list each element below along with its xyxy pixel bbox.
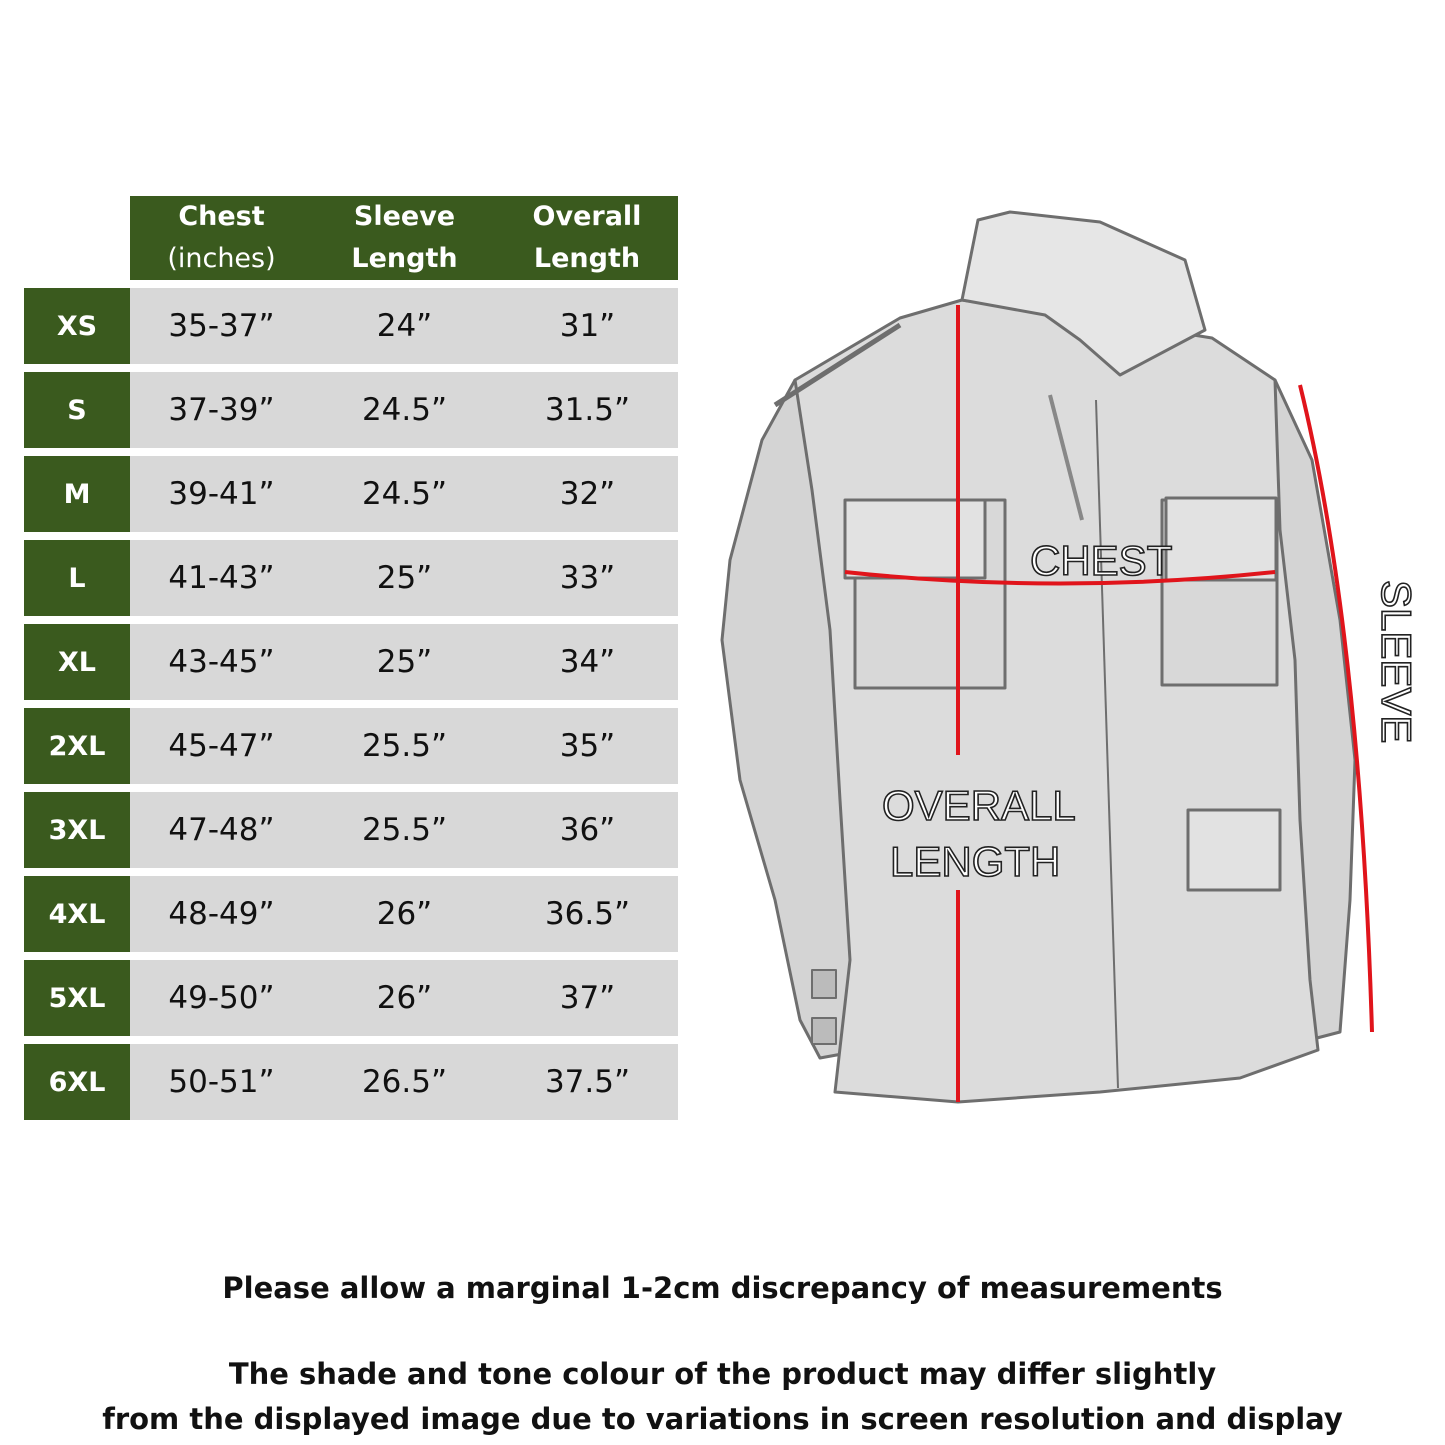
sleeve-value: 24” [376, 308, 433, 344]
header-chest-unit: (inches) [167, 243, 276, 274]
size-label: 2XL [24, 708, 130, 784]
table-row [24, 540, 678, 616]
table-row [24, 288, 678, 364]
table-row [24, 1044, 678, 1120]
overall-value: 37” [559, 980, 616, 1016]
table-row [24, 624, 678, 700]
overall-value: 34” [559, 644, 616, 680]
size-label: 3XL [24, 792, 130, 868]
size-label: S [24, 372, 130, 448]
colour-note-line1: The shade and tone colour of the product may differ slightly [228, 1357, 1217, 1391]
chest-value: 50-51” [168, 1064, 275, 1100]
header-chest-title: Chest [178, 201, 265, 232]
header-sleeve-title: Sleeve [353, 201, 456, 232]
colour-note-line2: from the displayed image due to variations in screen resolution and display [102, 1402, 1343, 1436]
overall-value: 31.5” [544, 392, 631, 428]
chest-value: 48-49” [168, 896, 275, 932]
size-label: 6XL [24, 1044, 130, 1120]
header-overall-sub: Length [533, 243, 641, 274]
overall-value: 37.5” [544, 1064, 631, 1100]
cuff-tab [812, 1018, 836, 1044]
chest-label: CHEST [1030, 537, 1173, 584]
size-label: M [24, 456, 130, 532]
chest-value: 35-37” [168, 308, 275, 344]
size-label: 4XL [24, 876, 130, 952]
overall-value: 33” [559, 560, 616, 596]
overall-value: 36.5” [544, 896, 631, 932]
jacket-illustration [722, 212, 1355, 1102]
chest-value: 43-45” [168, 644, 275, 680]
measurement-note: Please allow a marginal 1-2cm discrepancy of measurements [222, 1271, 1223, 1305]
sleeve-value: 26.5” [361, 1064, 448, 1100]
chest-value: 47-48” [168, 812, 275, 848]
sleeve-value: 26” [376, 896, 433, 932]
header-sleeve [313, 196, 496, 280]
jacket-measurement-diagram [700, 200, 1445, 1120]
sleeve-value: 25.5” [361, 728, 448, 764]
table-row [24, 792, 678, 868]
table-row [24, 372, 678, 448]
chest-value: 41-43” [168, 560, 275, 596]
sleeve-value: 25.5” [361, 812, 448, 848]
size-chart-table [24, 196, 678, 1122]
sleeve-value: 25” [376, 560, 433, 596]
upper-right-pocket-flap [1166, 498, 1276, 580]
overall-value: 35” [559, 728, 616, 764]
upper-left-pocket-flap [845, 500, 985, 578]
cuff-tab [812, 970, 836, 998]
header-overall [496, 196, 678, 280]
overall-value: 36” [559, 812, 616, 848]
overall-length-label-line1: OVERALL [882, 782, 1076, 829]
table-row [24, 876, 678, 952]
sleeve-value: 25” [376, 644, 433, 680]
table-row [24, 456, 678, 532]
sleeve-value: 24.5” [361, 476, 448, 512]
size-label: 5XL [24, 960, 130, 1036]
table-row [24, 708, 678, 784]
overall-value: 32” [559, 476, 616, 512]
lower-right-pocket [1188, 810, 1280, 890]
header-chest [130, 196, 313, 280]
size-label: L [24, 540, 130, 616]
chest-value: 45-47” [168, 728, 275, 764]
chest-value: 39-41” [168, 476, 275, 512]
chest-value: 49-50” [168, 980, 275, 1016]
chest-value: 37-39” [168, 392, 275, 428]
header-overall-title: Overall [532, 201, 642, 232]
sleeve-value: 26” [376, 980, 433, 1016]
size-label: XS [24, 288, 130, 364]
table-row [24, 960, 678, 1036]
header-sleeve-sub: Length [351, 243, 458, 274]
sleeve-value: 24.5” [361, 392, 448, 428]
sleeve-label: SLEEVE [1373, 580, 1420, 744]
overall-value: 31” [559, 308, 616, 344]
overall-length-label-line2: LENGTH [890, 838, 1061, 885]
size-label: XL [24, 624, 130, 700]
